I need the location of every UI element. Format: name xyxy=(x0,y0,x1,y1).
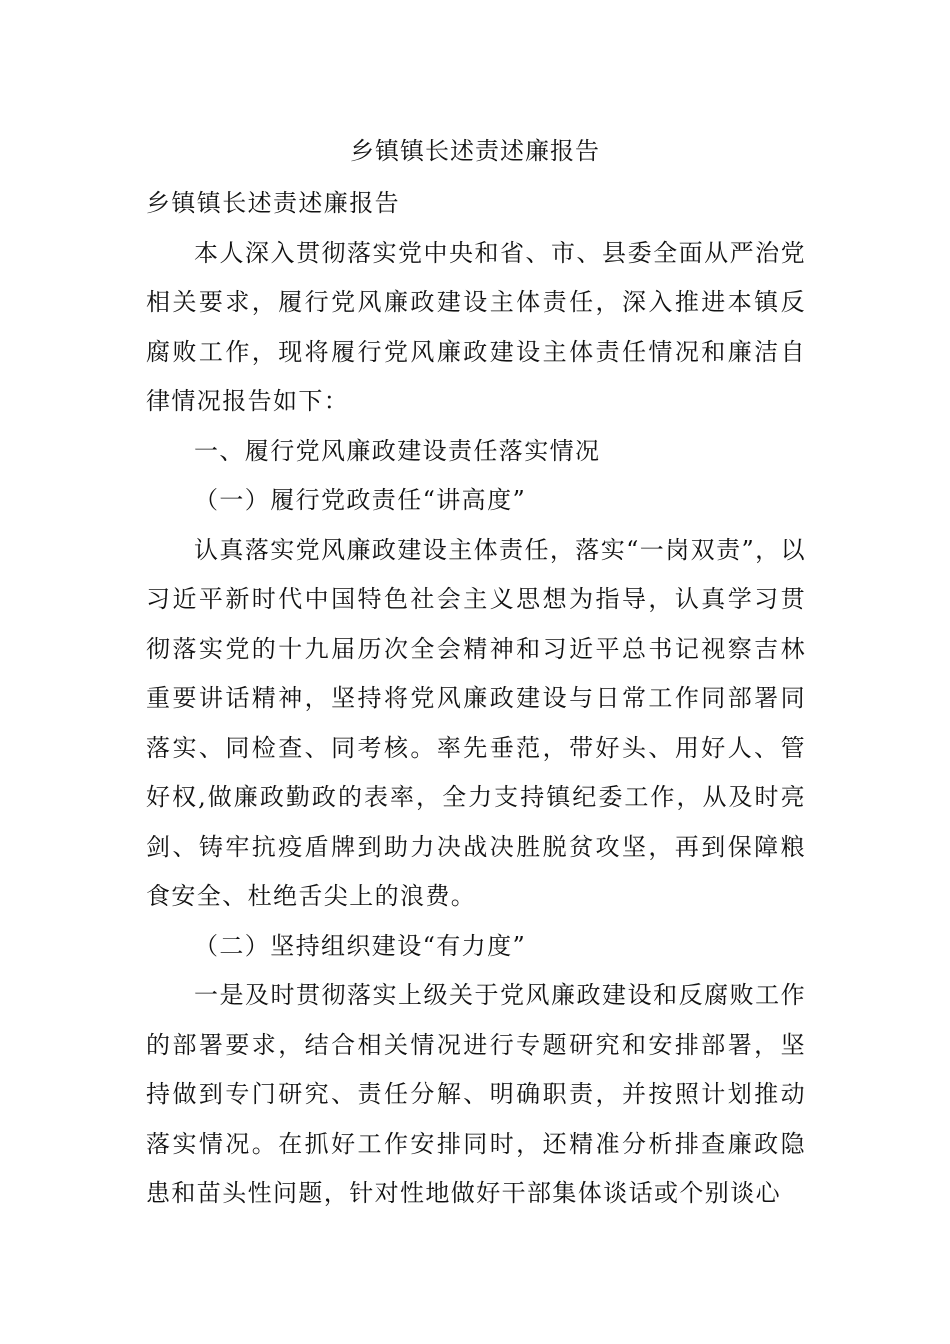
body-paragraph-1: 认真落实党风廉政建设主体责任，落实“一岗双责”，以习近平新时代中国特色社会主义思想为指导，认真学习贯彻落实党的十九届历次全会精神和习近平总书记视察吉林重要讲话精神，坚持将党风廉政建设与日常工作同部署同落实、同检查、同考核。率先垂范，带好头、用好人、管好权,做廉政勤政的表率，全力支持镇纪委工作，从及时亮剑、铸牢抗疫盾牌到助力决战决胜脱贫攻坚，再到保障粮食安全、杜绝舌尖上的浪费。 xyxy=(146,535,806,910)
document-body xyxy=(146,179,806,1219)
subsection-heading-1: （一）履行党政责任“讲高度” xyxy=(194,486,527,514)
subtitle-paragraph: 乡镇镇长述责述廉报告 xyxy=(146,189,400,217)
document-title: 乡镇镇长述责述廉报告 xyxy=(350,137,600,165)
intro-paragraph: 本人深入贯彻落实党中央和省、市、县委全面从严治党相关要求，履行党风廉政建设主体责任，深入推进本镇反腐败工作，现将履行党风廉政建设主体责任情况和廉洁自律情况报告如下： xyxy=(146,238,806,415)
body-paragraph-2: 一是及时贯彻落实上级关于党风廉政建设和反腐败工作的部署要求，结合相关情况进行专题研究和安排部署，坚持做到专门研究、责任分解、明确职责，并按照计划推动落实情况。在抓好工作安排同时，还精准分析排查廉政隐患和苗头性问题，针对性地做好干部集体谈话或个别谈心 xyxy=(146,981,806,1207)
subsection-heading-2: （二）坚持组织建设“有力度” xyxy=(194,931,527,960)
section-heading-1: 一、履行党风廉政建设责任落实情况 xyxy=(194,436,601,465)
